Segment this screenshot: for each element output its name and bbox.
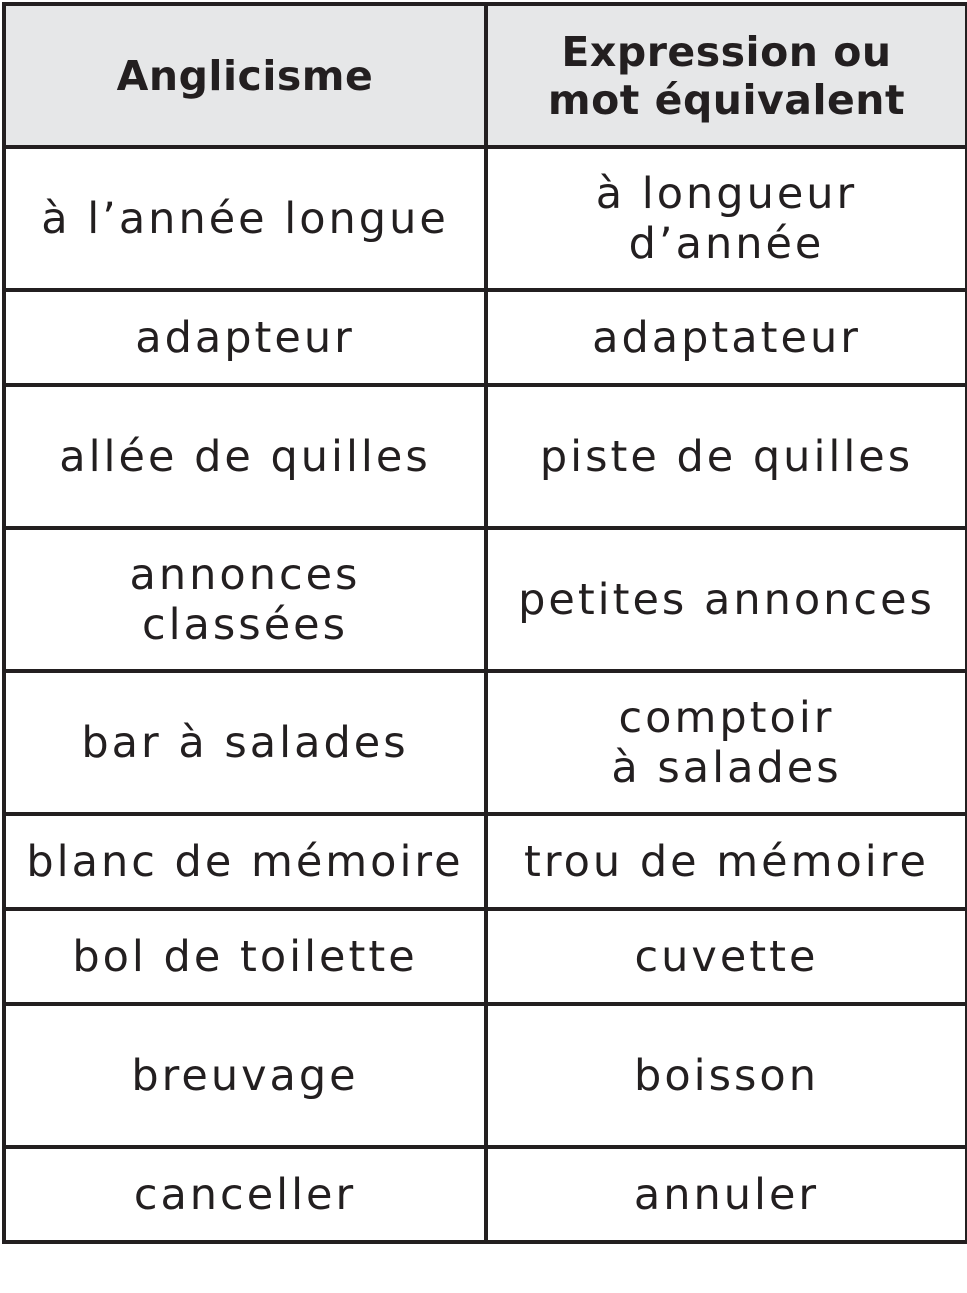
table-row (4, 671, 967, 814)
equivalent-cell: piste de quilles (486, 385, 967, 528)
anglicism-cell: bar à salades (4, 671, 486, 814)
equivalent-cell: adaptateur (486, 290, 967, 385)
anglicism-cell: breuvage (4, 1004, 486, 1147)
equivalent-cell: petites annonces (486, 528, 967, 671)
table-row (4, 385, 967, 528)
anglicism-table-container (2, 2, 967, 1244)
equivalent-cell: annuler (486, 1147, 967, 1242)
anglicism-cell: allée de quilles (4, 385, 486, 528)
equivalent-cell: trou de mémoire (486, 814, 967, 909)
anglicism-cell: adapteur (4, 290, 486, 385)
anglicism-cell: blanc de mémoire (4, 814, 486, 909)
header-equivalent: Expression ou mot équivalent (486, 4, 967, 147)
equivalent-cell: cuvette (486, 909, 967, 1004)
table-row (4, 814, 967, 909)
equivalent-cell: boisson (486, 1004, 967, 1147)
anglicism-cell: à l’année longue (4, 147, 486, 290)
table-row (4, 1147, 967, 1242)
table-header-row (4, 4, 967, 147)
anglicism-cell: canceller (4, 1147, 486, 1242)
table-row (4, 1004, 967, 1147)
anglicism-cell: bol de toilette (4, 909, 486, 1004)
anglicism-cell: annonces classées (4, 528, 486, 671)
table-row (4, 528, 967, 671)
anglicism-table (2, 2, 967, 1244)
table-row (4, 147, 967, 290)
table-row (4, 909, 967, 1004)
equivalent-cell: comptoir à salades (486, 671, 967, 814)
table-row (4, 290, 967, 385)
header-anglicisme: Anglicisme (4, 4, 486, 147)
equivalent-cell: à longueur d’année (486, 147, 967, 290)
